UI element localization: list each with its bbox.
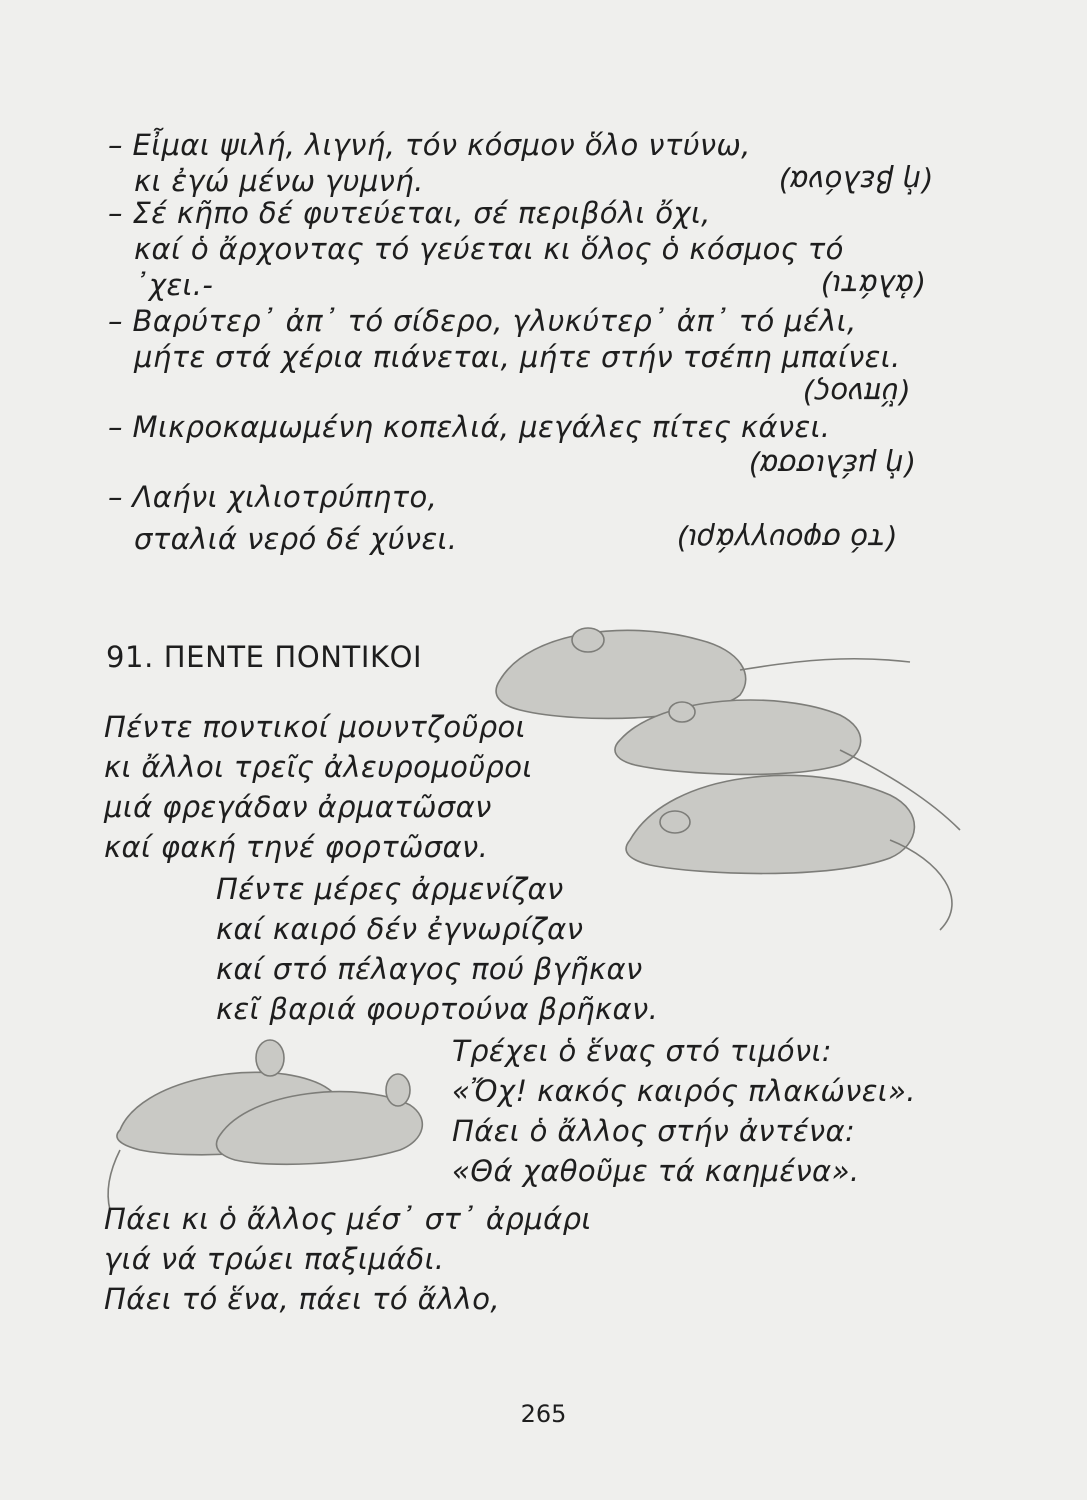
stanza-1-line-4: καί φακή τηνέ φορτῶσαν.: [104, 830, 489, 864]
poem-title: 91. ΠΕΝΤΕ ΠΟΝΤΙΚΟΙ: [106, 640, 423, 674]
stanza-2-line-1: Πέντε μέρες ἀρμενίζαν: [216, 872, 564, 906]
stanza-4-line-1: Πάει κι ὁ ἄλλος μέσ᾿ στ᾿ ἀρμάρι: [104, 1202, 592, 1236]
riddle-2-line-2: καί ὁ ἄρχοντας τό γεύεται κι ὅλος ὁ κόσμος τό: [134, 232, 844, 266]
stanza-3-line-3: Πάει ὁ ἄλλος στήν ἀντένα:: [452, 1114, 856, 1148]
page-number: 265: [520, 1400, 567, 1428]
stanza-4-line-2: γιά νά τρώει παξιμάδι.: [104, 1242, 445, 1276]
riddle-4-answer: (ἡ μέλισσα): [748, 448, 916, 482]
stanza-1-line-3: μιά φρεγάδαν ἀρματῶσαν: [104, 790, 492, 824]
stanza-3-line-2: «Ὄχ! κακός καιρός πλακώνει».: [452, 1074, 916, 1108]
riddle-5-answer: (τό σφουγγάρι): [676, 522, 897, 556]
stanza-1-line-1: Πέντε ποντικοί μουντζοῦροι: [104, 710, 526, 744]
riddle-2-line-3: ᾿χει.-: [134, 268, 214, 302]
stanza-2-line-3: καί στό πέλαγος πού βγῆκαν: [216, 952, 643, 986]
riddle-1-line-2: κι ἐγώ μένω γυμνή.: [134, 164, 424, 198]
stanza-2-line-2: καί καιρό δέν ἐγνωρίζαν: [216, 912, 584, 946]
riddle-2-answer: (ἀλάτι): [820, 268, 926, 302]
mice-illustration-top: [470, 600, 1030, 960]
mice-illustration-bottom: [100, 1020, 440, 1220]
stanza-1-line-2: κι ἄλλοι τρεῖς ἀλευρομοῦροι: [104, 750, 533, 784]
riddle-3-line-2: μήτε στά χέρια πιάνεται, μήτε στήν τσέπη μπαίνει.: [134, 340, 901, 374]
riddle-1-answer: (ἡ βελόνα): [778, 164, 933, 198]
riddle-5-line-1: – Λαήνι χιλιοτρύπητο,: [108, 480, 438, 514]
riddle-4-line-1: – Μικροκαμωμένη κοπελιά, μεγάλες πίτες κάνει.: [108, 410, 831, 444]
stanza-4-line-3: Πάει τό ἕνα, πάει τό ἄλλο,: [104, 1282, 500, 1316]
riddle-3-answer: (ὕπνος): [802, 376, 910, 410]
riddle-1-line-1: – Εἶμαι ψιλή, λιγνή, τόν κόσμον ὅλο ντύνω,: [108, 128, 751, 162]
riddle-3-line-1: – Βαρύτερ᾿ ἀπ᾿ τό σίδερο, γλυκύτερ᾿ ἀπ᾿ τό μέλι,: [108, 304, 857, 338]
stanza-2-line-4: κεῖ βαριά φουρτούνα βρῆκαν.: [216, 992, 659, 1026]
stanza-3-line-4: «Θά χαθοῦμε τά καημένα».: [452, 1154, 860, 1188]
stanza-3-line-1: Τρέχει ὁ ἕνας στό τιμόνι:: [452, 1034, 832, 1068]
riddle-5-line-2: σταλιά νερό δέ χύνει.: [134, 522, 458, 556]
riddle-2-line-1: – Σέ κῆπο δέ φυτεύεται, σέ περιβόλι ὄχι,: [108, 196, 711, 230]
